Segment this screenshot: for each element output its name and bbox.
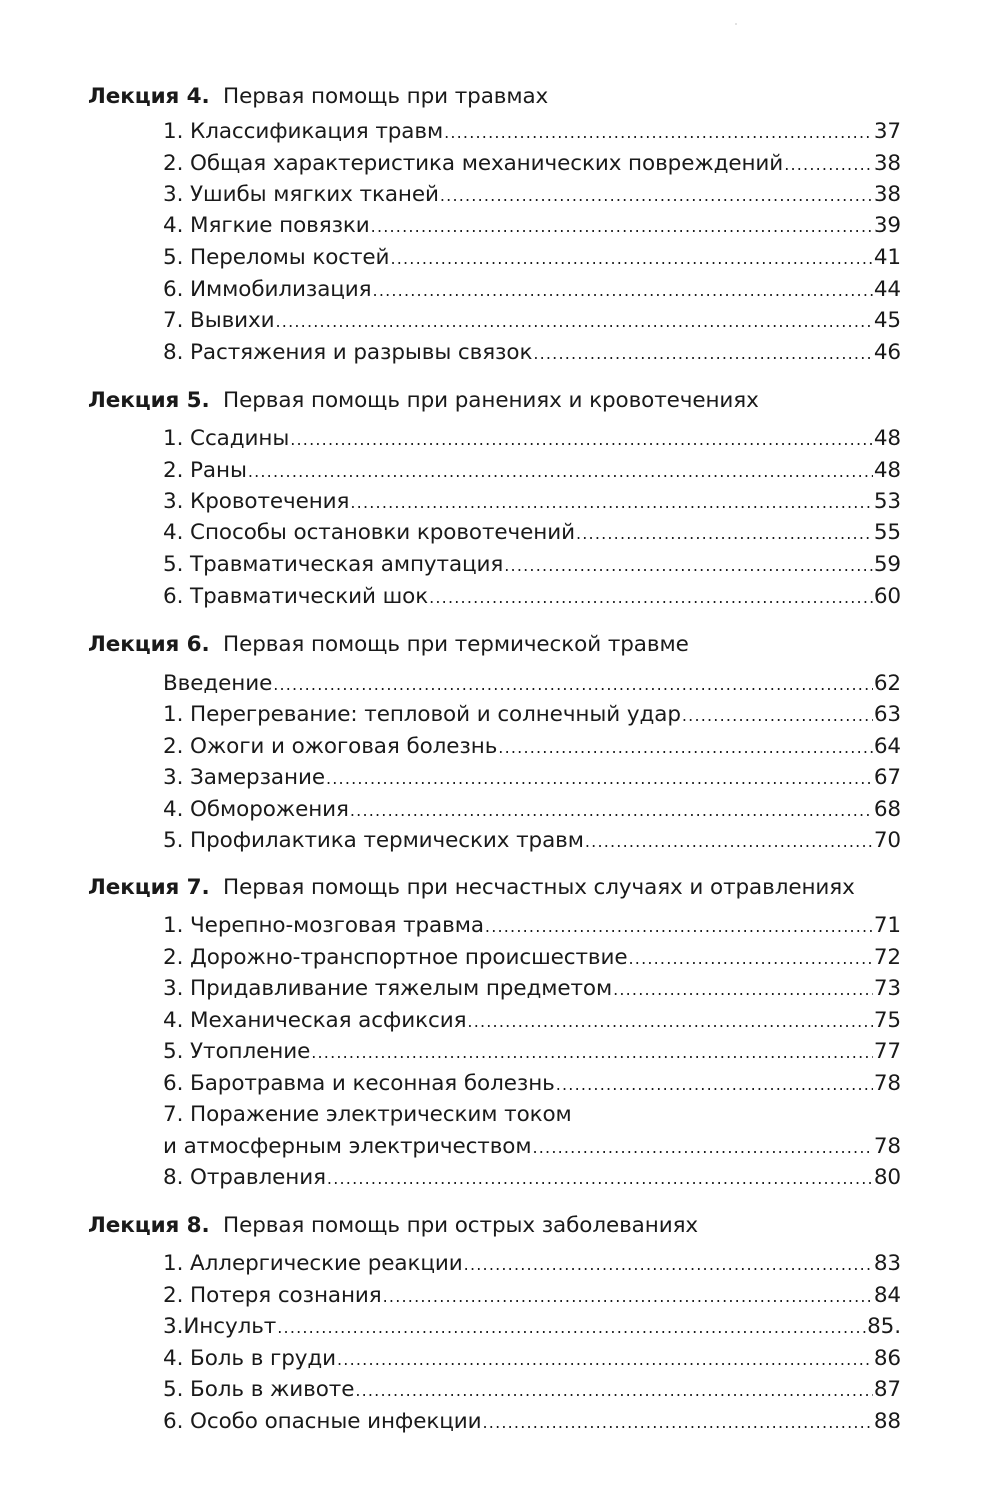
toc-entry[interactable] (163, 583, 901, 612)
lecture-label: Лекция 7. (88, 875, 210, 900)
page-number: 53 (873, 489, 901, 514)
page-number: 59 (873, 552, 901, 577)
entry-text: 4. Боль в груди (163, 1346, 337, 1371)
page-number: 48 (873, 458, 901, 483)
entry-text: 3.Инсульт (163, 1314, 277, 1339)
entry-text: 3. Замерзание (163, 765, 325, 790)
dot-leader (504, 552, 873, 580)
dot-leader (467, 1008, 872, 1036)
page-number: 44 (873, 277, 901, 302)
toc-entry[interactable] (163, 1313, 901, 1342)
toc-entry[interactable] (163, 1133, 901, 1162)
lecture-label: Лекция 4. (88, 84, 210, 109)
dot-leader (464, 1251, 873, 1279)
entry-text: 6. Иммобилизация (163, 277, 372, 302)
lecture-heading (88, 874, 855, 902)
lecture-heading (88, 1212, 698, 1240)
page-number: 64 (873, 734, 901, 759)
toc-entry[interactable] (163, 244, 901, 273)
page-number: 39 (873, 213, 901, 238)
entry-text: 7. Вывихи (163, 308, 275, 333)
page-number: 70 (873, 828, 901, 853)
entry-text: 4. Обморожения (163, 797, 349, 822)
toc-entry[interactable] (163, 670, 901, 699)
page-number: 63 (873, 702, 901, 727)
entry-text: 1. Аллергические реакции (163, 1251, 463, 1276)
lecture-title: Первая помощь при острых заболеваниях (223, 1213, 699, 1238)
dot-leader (485, 913, 873, 941)
lecture-label: Лекция 6. (88, 632, 210, 657)
toc-entry[interactable] (163, 150, 901, 179)
toc-entry[interactable] (163, 457, 901, 486)
toc-entry[interactable] (163, 1164, 901, 1193)
dot-leader (350, 797, 873, 825)
entry-text: 5. Профилактика термических травм (163, 828, 584, 853)
page-number: 46 (873, 340, 901, 365)
lecture-title: Первая помощь при несчастных случаях и отравлениях (223, 875, 855, 900)
toc-entry[interactable] (163, 764, 901, 793)
toc-entry[interactable] (163, 181, 901, 210)
toc-entry[interactable] (163, 276, 901, 305)
dot-leader (276, 308, 873, 336)
dot-leader (440, 182, 873, 210)
page-number: 67 (873, 765, 901, 790)
dot-leader (373, 277, 873, 305)
page-number: 78 (873, 1134, 901, 1159)
toc-entry[interactable] (163, 519, 901, 548)
dot-leader (556, 1071, 873, 1099)
dot-leader (629, 945, 873, 973)
entry-text: 5. Травматическая ампутация (163, 552, 504, 577)
lecture-heading (88, 83, 548, 111)
toc-entry[interactable] (163, 307, 901, 336)
toc-entry[interactable] (163, 796, 901, 825)
toc-entry[interactable] (163, 1376, 901, 1405)
dot-leader (533, 340, 873, 368)
page-number: 38 (873, 182, 901, 207)
page-number: 45 (873, 308, 901, 333)
dot-leader (682, 702, 873, 730)
page-number: 77 (873, 1039, 901, 1064)
entry-text: Введение (163, 671, 273, 696)
entry-text: 2. Дорожно-транспортное происшествие (163, 945, 628, 970)
dot-leader (355, 1377, 873, 1405)
page-number: 48 (873, 426, 901, 451)
lecture-title: Первая помощь при ранениях и кровотечениях (223, 388, 759, 413)
page-number: 86 (873, 1346, 901, 1371)
entry-text: 2. Потеря сознания (163, 1283, 382, 1308)
page-number: 78 (873, 1071, 901, 1096)
entry-text: 1. Классификация травм (163, 119, 444, 144)
page-number: 80 (873, 1165, 901, 1190)
lecture-title: Первая помощь при термической травме (223, 632, 689, 657)
page-number: 62 (873, 671, 901, 696)
toc-entry[interactable] (163, 975, 901, 1004)
dot-leader (248, 458, 873, 486)
lecture-label: Лекция 5. (88, 388, 210, 413)
entry-text: 1. Перегревание: тепловой и солнечный удар (163, 702, 681, 727)
dot-leader (532, 1134, 872, 1162)
entry-text: 1. Ссадины (163, 426, 290, 451)
lecture-label: Лекция 8. (88, 1213, 210, 1238)
dot-leader (585, 828, 873, 856)
page-number: 71 (873, 913, 901, 938)
dot-leader (350, 489, 872, 517)
lecture-title: Первая помощь при травмах (223, 84, 549, 109)
toc-entry[interactable] (163, 118, 901, 147)
entry-text: 5. Утопление (163, 1039, 311, 1064)
entry-text: 8. Растяжения и разрывы связок (163, 340, 533, 365)
toc-entry[interactable] (163, 944, 901, 973)
page-number: 60 (873, 584, 901, 609)
entry-text: 4. Мягкие повязки (163, 213, 370, 238)
page-number: 37 (873, 119, 901, 144)
entry-text: 5. Боль в животе (163, 1377, 355, 1402)
toc-entry[interactable] (163, 339, 901, 368)
toc-entry-line1[interactable]: 7. Поражение электрическим током (163, 1102, 572, 1127)
toc-entry[interactable] (163, 1070, 901, 1099)
dot-leader (390, 245, 872, 273)
dot-leader (273, 671, 873, 699)
dot-leader (613, 976, 873, 1004)
dot-leader (290, 426, 873, 454)
dot-leader (383, 1283, 873, 1311)
page-number: 72 (873, 945, 901, 970)
entry-text: 6. Травматический шок (163, 584, 429, 609)
dot-leader (277, 1314, 866, 1342)
dot-leader (371, 213, 873, 241)
toc-entry[interactable] (163, 1408, 901, 1437)
dot-leader (483, 1409, 873, 1437)
entry-text: 6. Баротравма и кесонная болезнь (163, 1071, 555, 1096)
entry-text: 8. Отравления (163, 1165, 326, 1190)
toc-entry[interactable] (163, 425, 901, 454)
dot-leader (784, 151, 873, 179)
page-number: 41 (873, 245, 901, 270)
dot-leader (327, 1165, 873, 1193)
page-number: 75 (873, 1008, 901, 1033)
toc-entry[interactable] (163, 1345, 901, 1374)
entry-text: 3. Кровотечения (163, 489, 350, 514)
toc-entry[interactable] (163, 1007, 901, 1036)
entry-text: 4. Способы остановки кровотечений (163, 520, 575, 545)
entry-text: 2. Раны (163, 458, 247, 483)
dot-leader (337, 1346, 873, 1374)
lecture-heading (88, 387, 759, 415)
page-number: 68 (873, 797, 901, 822)
entry-text: 6. Особо опасные инфекции (163, 1409, 482, 1434)
toc-entry[interactable] (163, 912, 901, 941)
entry-text: 4. Механическая асфиксия (163, 1008, 467, 1033)
page-number: 38 (873, 151, 901, 176)
toc-entry[interactable] (163, 488, 901, 517)
page-number: 87 (873, 1377, 901, 1402)
page-number: 83 (873, 1251, 901, 1276)
toc-entry[interactable] (163, 827, 901, 856)
entry-text: и атмосферным электричеством (163, 1134, 532, 1159)
toc-entry[interactable] (163, 1282, 901, 1311)
entry-text: 2. Ожоги и ожоговая болезнь (163, 734, 498, 759)
entry-text: 3. Придавливание тяжелым предметом (163, 976, 613, 1001)
toc-entry[interactable] (163, 212, 901, 241)
entry-text: 3. Ушибы мягких тканей (163, 182, 439, 207)
entry-text: 1. Черепно-мозговая травма (163, 913, 484, 938)
toc-entry[interactable] (163, 733, 901, 762)
dot-leader (444, 119, 873, 147)
lecture-heading (88, 631, 689, 659)
dot-leader (429, 584, 873, 612)
paper-speck (735, 23, 737, 25)
entry-text: 2. Общая характеристика механических повреждений (163, 151, 784, 176)
dot-leader (576, 520, 873, 548)
dot-leader (311, 1039, 873, 1067)
toc-entry[interactable] (163, 551, 901, 580)
page-number: 88 (873, 1409, 901, 1434)
page-number: 85. (867, 1314, 901, 1339)
page-number: 55 (873, 520, 901, 545)
page-number: 73 (873, 976, 901, 1001)
toc-entry[interactable] (163, 1250, 901, 1279)
toc-entry[interactable] (163, 701, 901, 730)
page-number: 84 (873, 1283, 901, 1308)
dot-leader (326, 765, 873, 793)
dot-leader (498, 734, 873, 762)
entry-text: 5. Переломы костей (163, 245, 390, 270)
toc-entry[interactable] (163, 1038, 901, 1067)
